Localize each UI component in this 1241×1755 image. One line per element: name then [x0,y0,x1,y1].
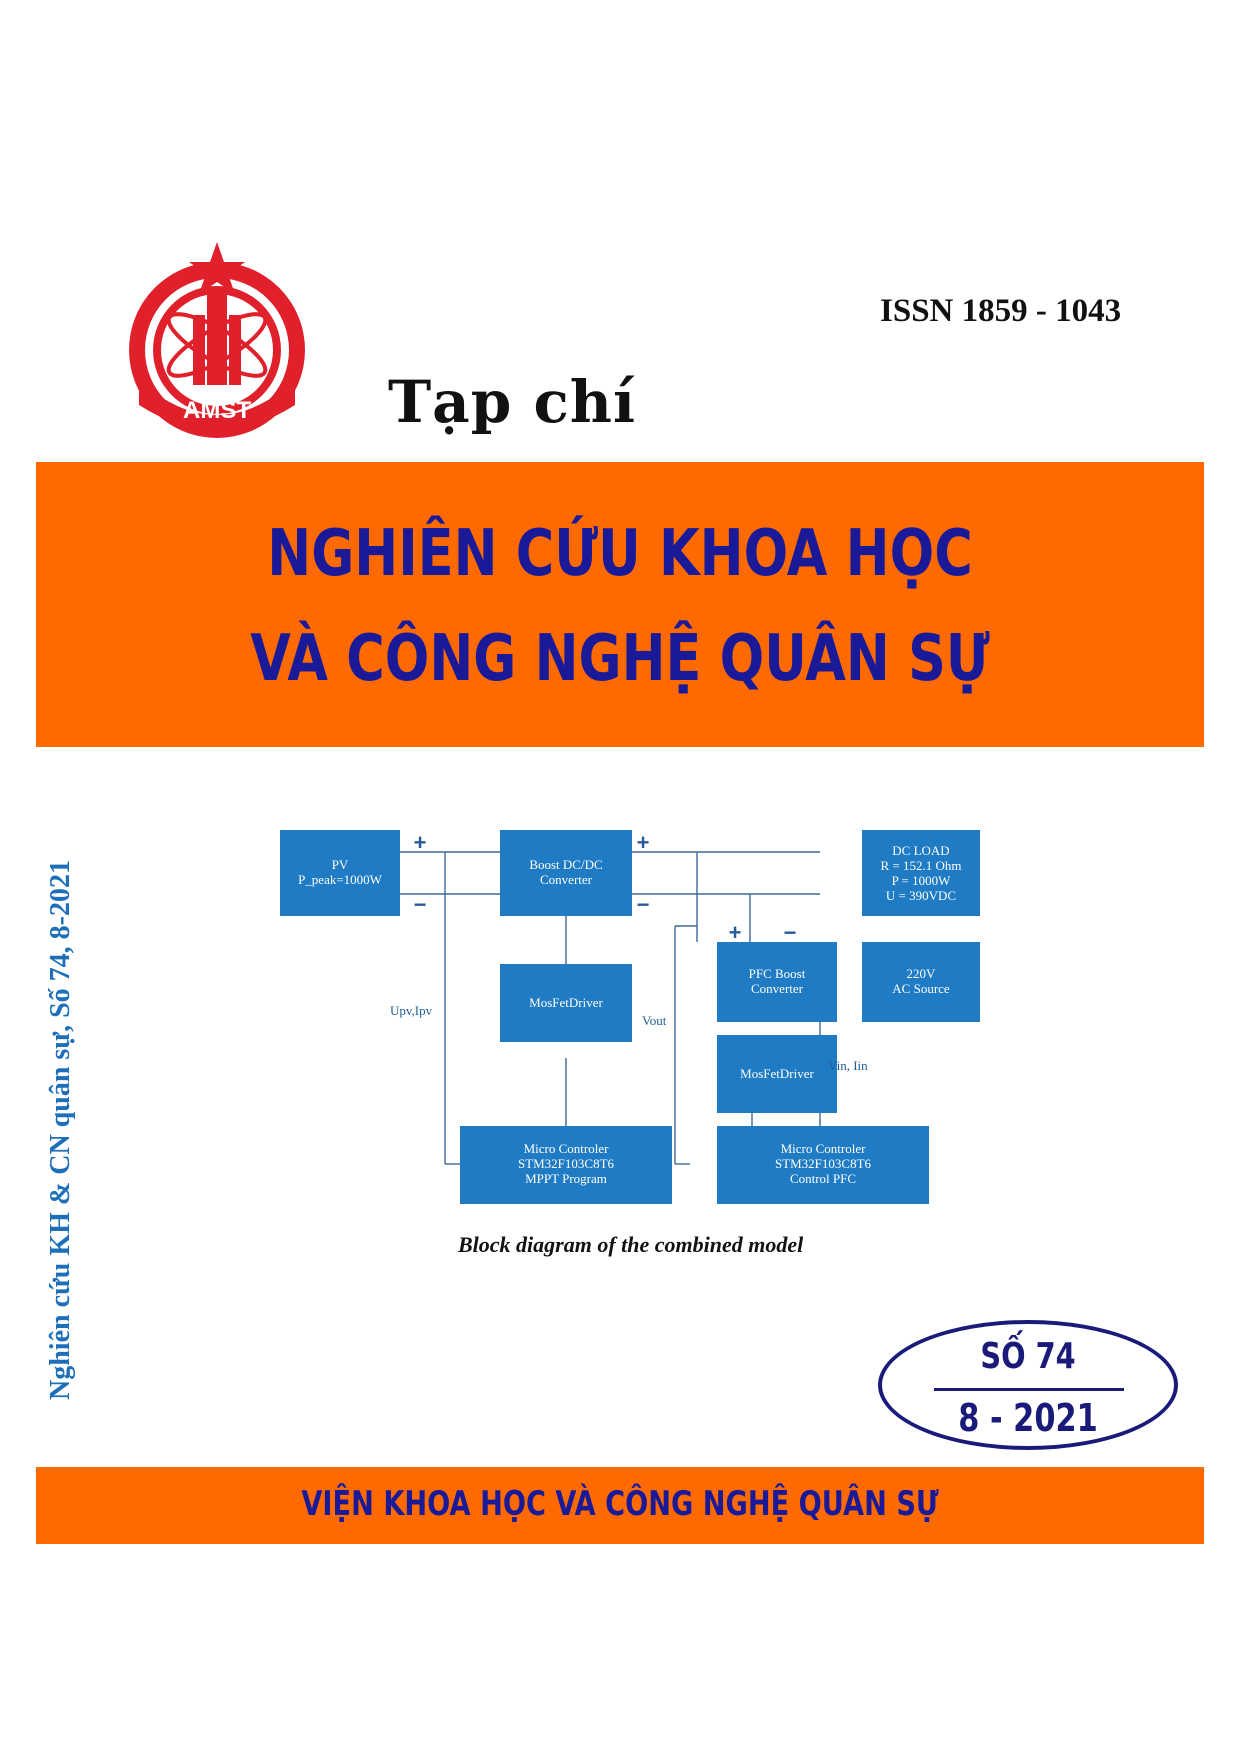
block-mc2-program: Control PFC [789,1171,857,1186]
publisher-name: VIỆN KHOA HỌC VÀ CÔNG NGHỆ QUÂN SỰ [301,1484,939,1524]
label-vin-iin: Vin, Iin [828,1058,868,1073]
block-ac-source [862,942,980,1022]
block-boost-converter [500,830,632,916]
block-pfc-label: PFC Boost [748,966,806,981]
journal-title-line-1: NGHIÊN CỨU KHOA HỌC [267,517,973,591]
block-ac-sublabel: AC Source [892,981,950,996]
sign-plus-pfc: + [728,920,742,945]
journal-title-line-2: VÀ CÔNG NGHỆ QUÂN SỰ [250,622,990,696]
sign-minus-pv: − [413,892,427,917]
issue-number: SỐ 74 [980,1336,1076,1377]
label-upv-ipv: Upv,Ipv [390,1003,433,1018]
block-mc2-chip: STM32F103C8T6 [774,1156,872,1171]
block-boost-label: Boost DC/DC [529,857,603,872]
block-mosfet2-label: MosFetDriver [740,1066,814,1081]
issn-number: ISSN 1859 - 1043 [880,293,1122,329]
block-ac-label: 220V [906,966,936,981]
block-pv-label: PV [331,857,349,872]
footer-band [36,1467,1204,1544]
block-dcload-voltage: U = 390VDC [885,888,957,903]
logo-text: AMST [183,397,251,424]
sign-minus-boost: − [636,892,650,917]
block-micro-controller-mppt [460,1126,672,1204]
title-band [36,462,1204,747]
block-mc2-title: Micro Controler [780,1141,866,1156]
block-dcload-power: P = 1000W [891,873,951,888]
block-dcload-title: DC LOAD [892,843,950,858]
amst-emblem-icon [125,240,310,445]
issue-date: 8 - 2021 [958,1396,1098,1440]
block-mosfet-driver-1 [500,964,632,1042]
sign-plus-boost: + [636,830,650,855]
block-mosfet1-label: MosFetDriver [529,995,603,1010]
label-vout: Vout [642,1013,667,1028]
block-mc1-program: MPPT Program [525,1171,607,1186]
block-diagram [280,830,1000,1215]
block-boost-sublabel: Converter [540,872,592,887]
sign-minus-pfc: − [783,920,797,945]
block-pv-sublabel: P_peak=1000W [298,872,382,887]
diagram-caption: Block diagram of the combined model [458,1232,804,1257]
block-mosfet-driver-2 [717,1035,837,1113]
block-pfc-sublabel: Converter [751,981,803,996]
spine-text: Nghiên cứu KH & CN quân sự, Số 74, 8-2021 [45,859,76,1400]
block-dcload-resistance: R = 152.1 Ohm [880,858,962,873]
block-pfc-boost [717,942,837,1022]
block-mc1-title: Micro Controler [523,1141,609,1156]
issue-badge [878,1320,1178,1450]
block-micro-controller-pfc [717,1126,929,1204]
issue-divider [934,1388,1124,1391]
block-dc-load [862,830,980,916]
block-mc1-chip: STM32F103C8T6 [517,1156,615,1171]
block-pv [280,830,400,916]
sign-plus-pv: + [413,830,427,855]
journal-label: Tạp chí [388,368,637,436]
